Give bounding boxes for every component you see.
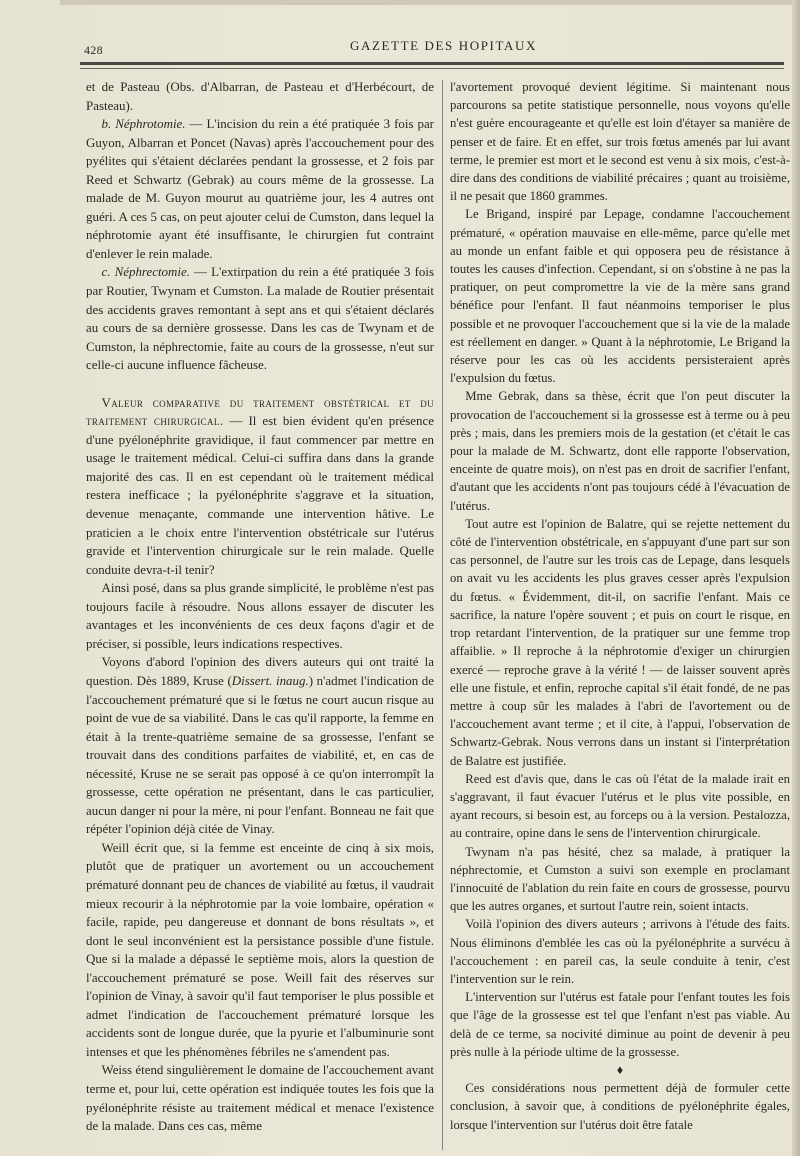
column-divider (442, 80, 443, 1150)
header-rule-thin (80, 68, 784, 69)
paragraph: Tout autre est l'opinion de Balatre, qui se rejette nettement du côté de l'intervention obstétricale, en s'appuyant d'une part sur son cas personnel, de l'autre sur les trois cas de Lepage, dans lesquels on avait vu les accidents les plus graves cesser après l'expulsion du fœtus. « Évidemment, dit-il, on sacrifie l'enfant. Mais ce sacrifice, la nature l'opère souvent ; et puis on court le risque, en trop retardant l'intervention, de la pratiquer sur une femme trop affaiblie. » Il reproche à la néphrotomie d'exiger un chirurgien exercé — reproche grave à la vérité ! — de laisser souvent après elle une fistule, et enfin, reproche capital s'il était fondé, de ne pas mettre à coup sûr les malades à l'abri de l'avortement ou de l'accouchement avant terme ; et il cite, à l'appui, l'observation de Schwartz-Gebrak. Nous verrons dans un instant si l'interprétation de Balatre est justifiée. (450, 516, 790, 768)
paragraph-text: ) n'admet l'indication de l'accouchement prématuré que si le fœtus ne court aucun risque au point de vue de sa viabilité. Dans le cas qu'il rapporte, la femme en était à la trente-quatrième semaine de sa grossesse, l'enfant se trouvait dans des conditions parfaites de viabilité, et, en cas de nécessité, Kruse ne se serait pas opposé à ce qu'on interrompît la grossesse, cette opération ne présentant, dans le cas particulier, aucun danger ni pour la mère, ni pour l'enfant. Bonneau ne fait que répéter l'opinion déjà citée de Vinay. (86, 672, 434, 837)
paragraph: L'intervention sur l'utérus est fatale pour l'enfant toutes les fois que l'âge de la grossesse est tel que l'enfant n'est pas viable. Au delà de ce terme, sa nocivité diminue au point de devenir à peu près nulle à la période ultime de la grossesse. (450, 990, 790, 1059)
paragraph: Weill écrit que, si la femme est enceinte de cinq à six mois, plutôt que de pratiquer un avortement ou un accouchement prématuré donnant peu de chances de viabilité au fœtus, il vaudrait mieux recourir à la néphrotomie par la voie lombaire, opération « facile, rapide, peu dangereuse et donnant de bons résultats », et dont le seul inconvénient est la persistance possible d'une fistule. Que si la malade a dépassé le septième mois, alors la question de l'accouchement prématuré se pose. Weill fait des réserves sur l'opinion de Vinay, à savoir qu'il faut temporiser le plus possible et admet l'indication de l'accouchement prématuré lorsque les accidents sont de longue durée, que la pyurie et l'albuminurie sont intenses et que les phénomènes fébriles ne s'amendent pas. (86, 839, 434, 1059)
paragraph: Le Brigand, inspiré par Lepage, condamne l'accouchement prématuré, « opération mauvaise en elle-même, parce qu'elle met au monde un enfant faible et qui opposera peu de résistance à toutes les causes d'infection. Cependant, si on s'obstine à ne pas la pratiquer, on peut compromettre la vie de la mère sans grand bénéfice pour l'enfant. Il faut néanmoins temporiser le plus possible et ne provoquer l'accouchement que si la vie de la malade est réellement en danger. » Quant à la néphrotomie, Le Brigand la réserve pour les cas où les accidents persisteraient après l'expulsion du fœtus. (450, 207, 790, 386)
paragraph-text: Voyons d'abord l'opinion des divers auteurs qui ont traité la question. Dès 1889, Kruse ( (86, 654, 434, 688)
paragraph: Ainsi posé, dans sa plus grande simplicité, le problème n'est pas toujours facile à résoudre. Nous allons essayer de discuter les avantages et les inconvénients de ces deux façons d'agir et de préciser, si possible, leurs indications respectives. (86, 580, 434, 651)
paragraph (86, 115, 434, 263)
page-right-edge (792, 0, 800, 1156)
paragraph: l'avortement provoqué devient légitime. Si maintenant nous parcourons sa petite statistique personnelle, nous voyons qu'elle n'est guère encourageante et qu'elle est loin d'étayer sa manière de penser et de faire. Et en effet, sur trois fœtus amenés par lui avant terme, le premier est mort et le second est venu à six mois, c'est-à-dire dans des conditions de viabilité précaires ; quant au troisième, il ne pesait que 1860 grammes. (450, 80, 790, 204)
paragraph: Twynam n'a pas hésité, chez sa malade, à pratiquer la néphrectomie, et Cumston a suivi son exemple en proclamant l'innocuité de l'ablation du rein faite en cours de grossesse, pourvu que les autres organes, et surtout l'autre rein, soient intacts. (450, 844, 790, 914)
citation: Dissert. inaug. (231, 672, 309, 688)
left-column (86, 78, 434, 1136)
right-column (450, 78, 790, 1134)
paragraph (86, 653, 434, 838)
paragraph: Reed est d'avis que, dans le cas où l'état de la malade irait en s'aggravant, il faut évacuer l'utérus et le plus vite possible, en ayant recours, si besoin est, au forceps ou à la version. Pestalozza, au contraire, opine dans le sens de l'intervention chirurgicale. (450, 771, 790, 841)
paragraph (86, 263, 434, 374)
section-label: c. Néphrectomie. (101, 264, 190, 280)
running-head: GAZETTE DES HOPITAUX (350, 38, 537, 53)
paragraph-text: — L'extirpation du rein a été pratiquée 3 fois par Routier, Twynam et Cumston. La malade de Routier présentait des accidents graves remontant à sept ans et qui s'étaient déclarés au cours de sa dernière grossesse. Dans les cas de Twynam et de Cumston, la néphrectomie, faite au cours de la grossesse, n'eut sur celle-ci aucune influence fâcheuse. (86, 264, 434, 373)
paragraph: Ces considérations nous permettent déjà de formuler cette conclusion, à savoir que, à conditions de pyélonéphrite égales, lorsque l'intervention sur l'utérus doit être fatale (450, 1081, 790, 1132)
paragraph (86, 394, 434, 579)
header-rule-thick (80, 62, 784, 65)
paragraph: et de Pasteau (Obs. d'Albarran, de Pasteau et d'Herbécourt, de Pasteau). (86, 79, 434, 113)
section-mark: ♦ (616, 1062, 624, 1077)
paragraph: Weiss étend singulièrement le domaine de l'accouchement avant terme et, pour lui, cette opération est indiquée toutes les fois que la pyélonéphrite résiste au traitement médical et menace l'existence de la malade. Dans ces cas, même (86, 1062, 434, 1134)
page-number: 428 (84, 43, 103, 57)
paragraph-text: — Il est bien évident qu'en présence d'une pyélonéphrite gravidique, il faut commencer par mettre en usage le traitement médical. Celui-ci suffira dans dans la grande majorité des cas. Il en est cependant où le traitement médical restera inefficace ; la pyélonéphrite s'aggrave et la situation, devenue menaçante, commande une intervention hâtive. Le praticien a le choix entre l'intervention obstétricale sur l'utérus gravide et l'intervention chirurgicale sur le rein malade. Quelle conduite devra-t-il tenir? (86, 413, 434, 577)
paragraph: Mme Gebrak, dans sa thèse, écrit que l'on peut discuter la provocation de l'accouchement si la grossesse est à terme ou à peu près ; mais, dans les premiers mois de la gestation (et c'était le cas pour la malade de M. Schwartz, dont elle rapporte l'observation, enceinte de quatre mois), on n'est pas en droit de sacrifier l'enfant, d'autant que les accidents n'ont pas toujours cédé à l'évacuation de l'utérus. (450, 389, 790, 513)
section-heading: Valeur comparative du traitement obstétrical et du traitement chirurgical. (86, 394, 434, 429)
paragraph-text: — L'incision du rein a été pratiquée 3 fois par Guyon, Albarran et Poncet (Navas) après l'accouchement pour des pyélites qui s'étaient déclarées pendant la grossesse, et 2 fois par Reed et Schwartz (Gebrak) au cours même de la grossesse. La malade de M. Guyon mourut au quatrième jour, les 4 autres ont guéri. A ces 5 cas, on peut ajouter celui de Cumston, dans lequel la néphrotomie ayant été insuffisante, le chirurgien fut contraint d'enlever le rein malade. (86, 116, 434, 261)
page-top-edge (60, 0, 794, 5)
paragraph: Voilà l'opinion des divers auteurs ; arrivons à l'étude des faits. Nous éliminons d'emblée les cas où la pyélonéphrite a survécu à l'accouchement : en pareil cas, la seule conduite à tenir, c'est l'intervention sur le rein. (450, 917, 790, 986)
section-label: b. Néphrotomie. (101, 116, 186, 132)
